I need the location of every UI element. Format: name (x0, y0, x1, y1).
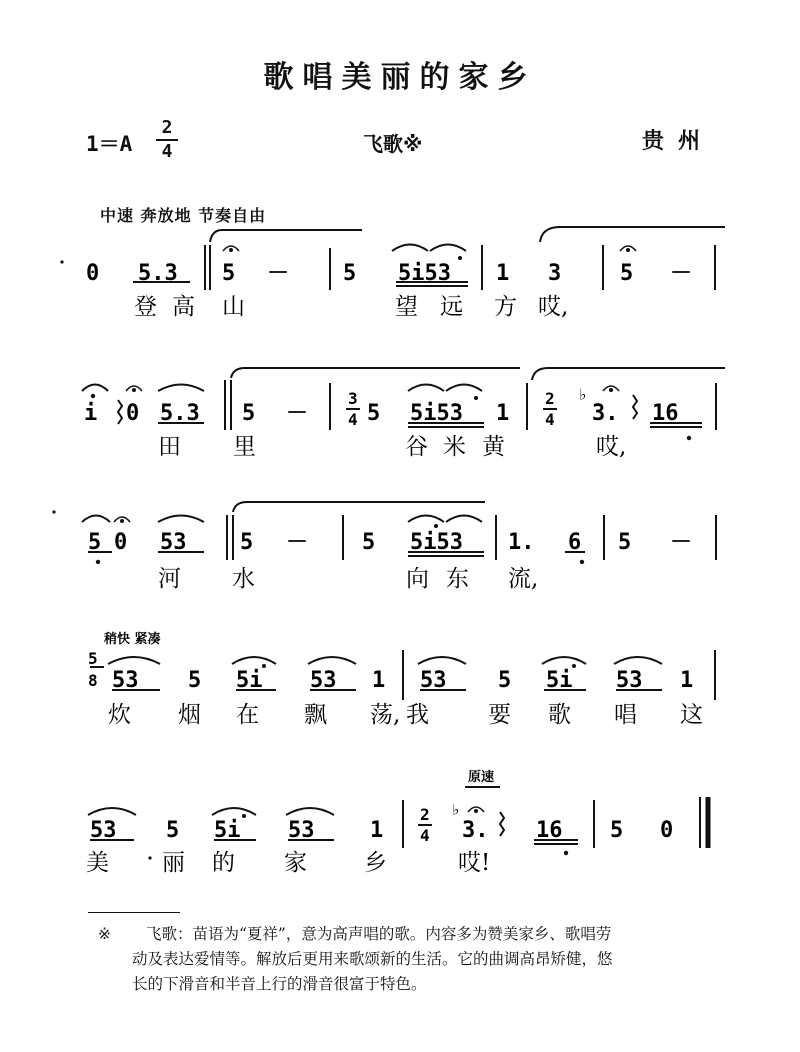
note: 5i (546, 668, 573, 693)
lyric: 炊 (108, 702, 131, 728)
lyric: 哎! (458, 850, 491, 876)
note: 5 (242, 401, 256, 426)
note: 1. (508, 530, 535, 555)
note: 5.3 (160, 401, 200, 426)
tempo-marking-3: 原速 (468, 770, 495, 785)
note: 5 (367, 401, 381, 426)
note: 5 (618, 530, 632, 555)
lyric: 的 (212, 850, 235, 876)
lyric: 东 (446, 566, 469, 592)
svg-text:2: 2 (420, 805, 430, 824)
note: 0 (86, 261, 100, 286)
note: 3 (548, 261, 562, 286)
svg-text:4: 4 (545, 410, 555, 429)
lyric: 乡 (364, 850, 387, 876)
footnote (100, 922, 750, 997)
svg-text:5: 5 (88, 649, 98, 668)
lyric: 向 (406, 566, 429, 592)
lyric: 唱 (614, 702, 637, 728)
note: － (286, 401, 309, 426)
note: 53 (112, 668, 139, 693)
lyric: 美 (86, 850, 109, 876)
region-label: 贵州 (642, 129, 715, 154)
lyric: 远 (440, 294, 463, 320)
svg-text:♭: ♭ (451, 800, 461, 819)
lyric: 流, (508, 566, 539, 592)
footnote-line-1: 飞歌：苗语为“夏祥”，意为高声唱的歌。内容多为赞美家乡、歌唱劳 (146, 925, 612, 943)
note: 1 (370, 818, 384, 843)
footnote-line-2: 动及表达爱情等。解放后更用来歌颂新的生活。它的曲调高昂矫健，悠 (132, 950, 613, 968)
note: 5 (166, 818, 180, 843)
lyric: 登 (134, 294, 157, 320)
genre-label: 飞歌※ (363, 132, 423, 156)
note: 0 (126, 401, 140, 426)
note: 0 (660, 818, 674, 843)
lyric: 水 (232, 566, 255, 592)
note: 1 (680, 668, 694, 693)
tempo-marking-1: 中速 奔放地 节奏自由 (100, 206, 267, 225)
song-title: 歌唱美丽的家乡 (263, 60, 537, 95)
lyric: 方 (494, 294, 517, 320)
note: － (670, 261, 693, 286)
note: 5 (362, 530, 376, 555)
lyric: 在 (236, 702, 259, 728)
lyric: 田 (158, 434, 181, 460)
lyric: 烟 (178, 702, 201, 728)
note: 5i53 (410, 530, 463, 555)
note: 53 (160, 530, 187, 555)
svg-text:♭: ♭ (578, 385, 588, 404)
lyric: 要 (488, 702, 511, 728)
note: 53 (288, 818, 315, 843)
note: － (670, 530, 693, 555)
lyric: 望 (395, 294, 418, 320)
note: 5i53 (410, 401, 463, 426)
svg-text:3: 3 (348, 389, 358, 408)
note: i (84, 401, 98, 426)
lyric: 米 (443, 434, 466, 460)
lyric: 哎, (538, 294, 569, 320)
lyric: 山 (222, 294, 245, 320)
note: 5 (498, 668, 512, 693)
note: 5 (343, 261, 357, 286)
note: 0 (114, 530, 128, 555)
note: 5 (620, 261, 634, 286)
note: 3. (592, 401, 619, 426)
lyric: 家 (284, 850, 307, 876)
note: 53 (616, 668, 643, 693)
lyric: 黄 (482, 434, 505, 460)
note: 1 (496, 261, 510, 286)
note: 5 (222, 261, 236, 286)
note: 53 (420, 668, 447, 693)
note: 5i (236, 668, 263, 693)
lyric: 荡, (370, 702, 401, 728)
note: 53 (90, 818, 117, 843)
note: 1 (372, 668, 386, 693)
note: 53 (310, 668, 337, 693)
note: 16 (536, 818, 563, 843)
svg-text:2: 2 (545, 389, 555, 408)
lyric: 哎, (596, 434, 627, 460)
note: 5i53 (398, 261, 451, 286)
footnote-mark: ※ (98, 925, 111, 943)
lyric: 河 (158, 566, 181, 592)
svg-text:4: 4 (348, 410, 358, 429)
time-signature-bottom: 4 (161, 141, 173, 162)
note: 1 (496, 401, 510, 426)
lyric: 歌 (548, 702, 571, 728)
svg-text:8: 8 (88, 671, 98, 690)
note: － (286, 530, 309, 555)
lyric: 我 (406, 702, 429, 728)
footnote-divider (88, 912, 180, 913)
note: 5 (188, 668, 202, 693)
lyric: 飘 (304, 702, 327, 728)
note: 5 (240, 530, 254, 555)
note: 5 (88, 530, 102, 555)
note: 6 (568, 530, 582, 555)
note: 3. (462, 818, 489, 843)
note: － (267, 261, 290, 286)
note: 5.3 (138, 261, 178, 286)
lyric: 里 (233, 434, 256, 460)
key-signature: 1＝A (86, 132, 133, 156)
lyric: 谷 (405, 434, 428, 460)
tempo-marking-2: 稍快 紧凑 (104, 632, 161, 647)
note: 5 (610, 818, 624, 843)
svg-text:4: 4 (420, 826, 430, 845)
time-signature-top: 2 (161, 117, 173, 138)
lyric: 高 (172, 294, 195, 320)
lyric: 丽 (162, 850, 185, 876)
footnote-line-3: 长的下滑音和半音上行的滑音很富于特色。 (132, 975, 427, 993)
lyric: 这 (680, 702, 703, 728)
note: 5i (214, 818, 241, 843)
note: 16 (652, 401, 679, 426)
